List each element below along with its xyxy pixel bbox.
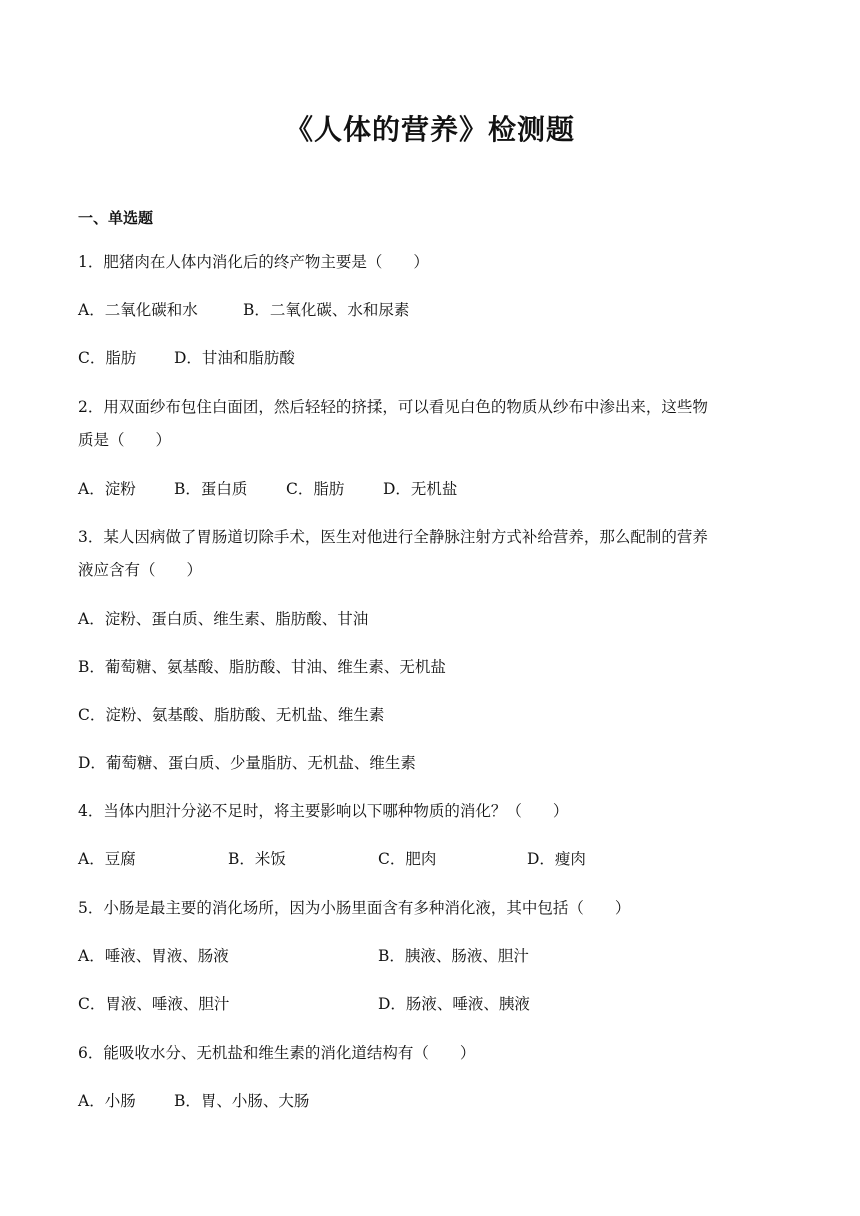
question-4-stem: 4．当体内胆汁分泌不足时，将主要影响以下哪种物质的消化？（ ）	[78, 802, 569, 820]
question-1-option-d: D．甘油和脂肪酸	[174, 349, 295, 367]
question-2-stem-line-1: 2．用双面纱布包住白面团，然后轻轻的挤揉，可以看见白色的物质从纱布中渗出来，这些物	[78, 398, 708, 416]
question-3-stem-line-2: 液应含有（ ）	[78, 561, 203, 579]
question-1-option-b: B．二氧化碳、水和尿素	[243, 301, 410, 319]
question-5-option-d: D．肠液、唾液、胰液	[378, 995, 530, 1013]
question-2-option-a: A．淀粉	[78, 480, 136, 498]
question-3-option-c: C．淀粉、氨基酸、脂肪酸、无机盐、维生素	[78, 706, 385, 724]
question-5-option-a: A．唾液、胃液、肠液	[78, 947, 229, 965]
question-6-option-a: A．小肠	[78, 1092, 136, 1110]
question-1-option-c: C．脂肪	[78, 349, 137, 367]
question-1-option-a: A．二氧化碳和水	[78, 301, 198, 319]
question-2-option-c: C．脂肪	[286, 480, 345, 498]
question-3-option-a: A．淀粉、蛋白质、维生素、脂肪酸、甘油	[78, 610, 369, 628]
question-5-option-c: C．胃液、唾液、胆汁	[78, 995, 230, 1013]
question-3-stem-line-1: 3．某人因病做了胃肠道切除手术，医生对他进行全静脉注射方式补给营养，那么配制的营养	[78, 528, 708, 546]
question-4-option-b: B．米饭	[228, 850, 286, 868]
section-heading: 一、单选题	[78, 209, 154, 227]
question-3-option-b: B．葡萄糖、氨基酸、脂肪酸、甘油、维生素、无机盐	[78, 658, 446, 676]
question-5-option-b: B．胰液、肠液、胆汁	[378, 947, 529, 965]
question-4-option-a: A．豆腐	[78, 850, 136, 868]
question-2-stem-line-2: 质是（ ）	[78, 431, 172, 449]
question-6-option-b: B．胃、小肠、大肠	[174, 1092, 310, 1110]
question-4-option-c: C．肥肉	[378, 850, 437, 868]
question-5-stem: 5．小肠是最主要的消化场所，因为小肠里面含有多种消化液，其中包括（ ）	[78, 899, 631, 917]
document-title: 《人体的营养》检测题	[284, 113, 575, 146]
question-2-option-d: D．无机盐	[383, 480, 458, 498]
question-4-option-d: D．瘦肉	[527, 850, 586, 868]
question-1-stem: 1．肥猪肉在人体内消化后的终产物主要是（ ）	[78, 253, 429, 271]
question-6-stem: 6．能吸收水分、无机盐和维生素的消化道结构有（ ）	[78, 1044, 476, 1062]
question-2-option-b: B．蛋白质	[174, 480, 248, 498]
question-3-option-d: D．葡萄糖、蛋白质、少量脂肪、无机盐、维生素	[78, 754, 416, 772]
